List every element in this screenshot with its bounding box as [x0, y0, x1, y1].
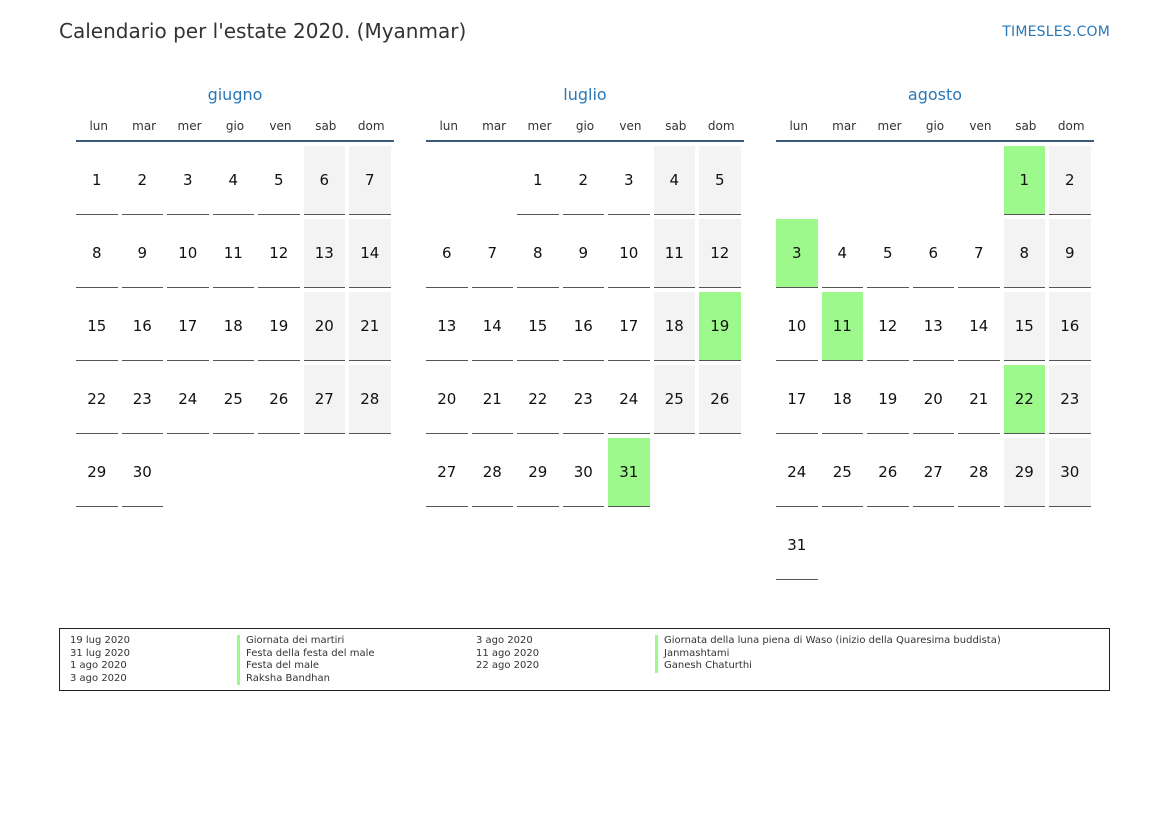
legend-holiday-name: Festa della festa del male [237, 648, 375, 661]
weekday-label: mar [132, 119, 157, 133]
empty-day-cell [426, 146, 468, 215]
weekday-header [76, 115, 394, 142]
holiday-day-cell[interactable]: 19 [699, 292, 741, 361]
month-title: luglio [563, 85, 607, 104]
day-cell[interactable]: 18 [822, 365, 864, 434]
weekday-label: dom [707, 119, 735, 133]
day-cell[interactable]: 1 [517, 146, 559, 215]
day-cell[interactable]: 9 [563, 219, 605, 288]
day-cell[interactable]: 20 [426, 365, 468, 434]
day-cell[interactable]: 27 [304, 365, 346, 434]
day-cell[interactable]: 10 [776, 292, 818, 361]
day-cell[interactable]: 2 [1049, 146, 1091, 215]
day-cell[interactable]: 14 [958, 292, 1000, 361]
weekday-label: sab [315, 119, 337, 133]
day-cell[interactable]: 21 [472, 365, 514, 434]
day-cell[interactable]: 8 [76, 219, 118, 288]
day-cell[interactable]: 25 [654, 365, 696, 434]
weekday-header [776, 115, 1094, 142]
empty-day-cell [958, 146, 1000, 215]
day-grid [76, 146, 394, 507]
day-cell[interactable]: 2 [122, 146, 164, 215]
page-title: Calendario per l'estate 2020. (Myanmar) [59, 19, 467, 43]
day-cell[interactable]: 30 [563, 438, 605, 507]
day-grid [776, 146, 1094, 580]
day-cell[interactable]: 3 [608, 146, 650, 215]
weekday-label: ven [969, 119, 992, 133]
weekday-label: dom [357, 119, 385, 133]
empty-day-cell [776, 146, 818, 215]
day-cell[interactable]: 23 [563, 365, 605, 434]
day-cell[interactable]: 9 [122, 219, 164, 288]
legend-holiday-name: Ganesh Chaturthi [655, 660, 1001, 673]
legend-names-left [237, 635, 375, 685]
day-grid [426, 146, 744, 507]
day-cell[interactable]: 1 [76, 146, 118, 215]
weekday-label: lun [89, 119, 108, 133]
weekday-label: lun [439, 119, 458, 133]
day-cell[interactable]: 4 [654, 146, 696, 215]
day-cell[interactable]: 12 [699, 219, 741, 288]
day-cell[interactable]: 19 [867, 365, 909, 434]
holiday-day-cell[interactable]: 1 [1004, 146, 1046, 215]
day-cell[interactable]: 16 [563, 292, 605, 361]
weekday-label: dom [1057, 119, 1085, 133]
weekday-label: mer [877, 119, 902, 133]
weekday-label: mar [832, 119, 857, 133]
day-cell[interactable]: 27 [913, 438, 955, 507]
day-cell[interactable]: 17 [776, 365, 818, 434]
day-cell[interactable]: 30 [122, 438, 164, 507]
month-title: giugno [207, 85, 263, 104]
legend-holiday-date: 1 ago 2020 [70, 660, 127, 671]
day-cell[interactable]: 25 [213, 365, 255, 434]
day-cell[interactable]: 22 [517, 365, 559, 434]
day-cell[interactable]: 16 [122, 292, 164, 361]
day-cell[interactable]: 8 [1004, 219, 1046, 288]
legend-names-right [655, 635, 1001, 673]
holiday-legend [59, 628, 1110, 691]
day-cell[interactable]: 7 [472, 219, 514, 288]
weekday-header [426, 115, 744, 142]
day-cell[interactable]: 3 [167, 146, 209, 215]
day-cell[interactable]: 26 [699, 365, 741, 434]
day-cell[interactable]: 17 [608, 292, 650, 361]
day-cell[interactable]: 18 [654, 292, 696, 361]
day-cell[interactable]: 15 [1004, 292, 1046, 361]
day-cell[interactable]: 4 [213, 146, 255, 215]
day-cell[interactable]: 2 [563, 146, 605, 215]
day-cell[interactable]: 17 [167, 292, 209, 361]
day-cell[interactable]: 10 [608, 219, 650, 288]
day-cell[interactable]: 14 [349, 219, 391, 288]
legend-holiday-date: 11 ago 2020 [476, 647, 540, 659]
day-cell[interactable]: 15 [76, 292, 118, 361]
day-cell[interactable]: 12 [867, 292, 909, 361]
day-cell[interactable]: 29 [1004, 438, 1046, 507]
legend-holiday-date: 3 ago 2020 [476, 635, 533, 646]
legend-holiday-name: Giornata della luna piena di Waso (inizio della Quaresima buddista) [655, 635, 1001, 648]
legend-holiday-date: 31 lug 2020 [70, 647, 130, 659]
day-cell[interactable]: 7 [958, 219, 1000, 288]
day-cell[interactable]: 25 [822, 438, 864, 507]
day-cell[interactable]: 20 [913, 365, 955, 434]
day-cell[interactable]: 5 [258, 146, 300, 215]
day-cell[interactable]: 11 [654, 219, 696, 288]
weekday-label: sab [665, 119, 687, 133]
day-cell[interactable]: 11 [213, 219, 255, 288]
month-july [426, 84, 744, 507]
day-cell[interactable]: 24 [608, 365, 650, 434]
day-cell[interactable]: 26 [867, 438, 909, 507]
day-cell[interactable]: 24 [167, 365, 209, 434]
legend-holiday-name: Giornata dei martiri [237, 635, 375, 648]
day-cell[interactable]: 31 [776, 511, 818, 580]
day-cell[interactable]: 21 [349, 292, 391, 361]
brand-link[interactable]: TIMESLES.COM [1002, 24, 1110, 40]
weekday-label: lun [789, 119, 808, 133]
day-cell[interactable]: 23 [1049, 365, 1091, 434]
legend-holiday-name: Raksha Bandhan [237, 673, 375, 686]
holiday-day-cell[interactable]: 11 [822, 292, 864, 361]
month-august [776, 84, 1094, 580]
day-cell[interactable]: 21 [958, 365, 1000, 434]
day-cell[interactable]: 6 [304, 146, 346, 215]
holiday-day-cell[interactable]: 31 [608, 438, 650, 507]
day-cell[interactable]: 28 [958, 438, 1000, 507]
weekday-label: gio [925, 119, 945, 133]
weekday-label: mer [527, 119, 552, 133]
weekday-label: gio [575, 119, 595, 133]
day-cell[interactable]: 26 [258, 365, 300, 434]
day-cell[interactable]: 12 [258, 219, 300, 288]
legend-holiday-name: Festa del male [237, 660, 375, 673]
day-cell[interactable]: 13 [426, 292, 468, 361]
day-cell[interactable]: 19 [258, 292, 300, 361]
month-june [76, 84, 394, 507]
day-cell[interactable]: 9 [1049, 219, 1091, 288]
day-cell[interactable]: 6 [426, 219, 468, 288]
weekday-label: mar [482, 119, 507, 133]
legend-dates-right [476, 635, 539, 673]
legend-holiday-date: 22 ago 2020 [476, 660, 540, 671]
day-cell[interactable]: 16 [1049, 292, 1091, 361]
day-cell[interactable]: 4 [822, 219, 864, 288]
day-cell[interactable]: 7 [349, 146, 391, 215]
day-cell[interactable]: 15 [517, 292, 559, 361]
day-cell[interactable]: 13 [913, 292, 955, 361]
day-cell[interactable]: 28 [349, 365, 391, 434]
day-cell[interactable]: 13 [304, 219, 346, 288]
empty-day-cell [867, 146, 909, 215]
day-cell[interactable]: 14 [472, 292, 514, 361]
day-cell[interactable]: 8 [517, 219, 559, 288]
legend-dates-left [70, 635, 130, 685]
weekday-label: ven [619, 119, 642, 133]
day-cell[interactable]: 5 [699, 146, 741, 215]
day-cell[interactable]: 6 [913, 219, 955, 288]
day-cell[interactable]: 24 [776, 438, 818, 507]
weekday-label: ven [269, 119, 292, 133]
weekday-label: mer [177, 119, 202, 133]
empty-day-cell [822, 146, 864, 215]
day-cell[interactable]: 30 [1049, 438, 1091, 507]
weekday-label: sab [1015, 119, 1037, 133]
weekday-label: gio [225, 119, 245, 133]
legend-holiday-date: 19 lug 2020 [70, 635, 130, 646]
empty-day-cell [913, 146, 955, 215]
day-cell[interactable]: 29 [517, 438, 559, 507]
holiday-day-cell[interactable]: 22 [1004, 365, 1046, 434]
holiday-day-cell[interactable]: 3 [776, 219, 818, 288]
day-cell[interactable]: 29 [76, 438, 118, 507]
legend-holiday-date: 3 ago 2020 [70, 672, 127, 684]
day-cell[interactable]: 10 [167, 219, 209, 288]
day-cell[interactable]: 22 [76, 365, 118, 434]
empty-day-cell [472, 146, 514, 215]
month-title: agosto [907, 85, 963, 104]
day-cell[interactable]: 27 [426, 438, 468, 507]
day-cell[interactable]: 23 [122, 365, 164, 434]
day-cell[interactable]: 5 [867, 219, 909, 288]
day-cell[interactable]: 18 [213, 292, 255, 361]
legend-holiday-name: Janmashtami [655, 648, 1001, 661]
day-cell[interactable]: 20 [304, 292, 346, 361]
day-cell[interactable]: 28 [472, 438, 514, 507]
